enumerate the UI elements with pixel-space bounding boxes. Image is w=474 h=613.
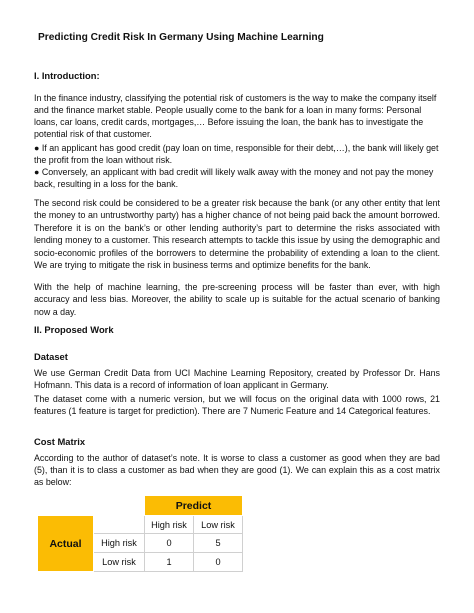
document-title: Predicting Credit Risk In Germany Using Machine Learning: [38, 32, 324, 43]
row-header-high-risk: High risk: [94, 534, 145, 553]
actual-header: Actual: [38, 516, 94, 572]
col-header-low-risk: Low risk: [194, 516, 243, 534]
row-header-low-risk: Low risk: [94, 553, 145, 572]
cost-cell-high-low: 5: [194, 534, 243, 553]
cost-matrix-blank-cell: [94, 516, 145, 534]
proposed-work-heading: II. Proposed Work: [34, 324, 114, 335]
intro-bullet-bad-credit: ● Conversely, an applicant with bad credit will likely walk away with the money and not pay the money back, resulting in a loss for the bank.: [34, 167, 434, 189]
cost-matrix-corner-cell: [38, 496, 94, 516]
dataset-paragraph-1: We use German Credit Data from UCI Machine Learning Repository, created by Professor Dr. Hans Hofmann. This data is a record of information of loan applicant in Germany.: [34, 368, 440, 390]
intro-paragraph-1: In the finance industry, classifying the potential risk of customers is the way to make the company itself and the finance market stable. People usually come to the bank for a loan in many forms: Personal loans, car loans, credit cards, mortgages,… Before issuing the loan, the bank has to investigate the potential risk of that customer.: [34, 93, 437, 139]
intro-paragraph-2: The second risk could be considered to be a greater risk because the bank (or any other entity that lent the money to an untrustworthy party) has a higher chance of not being paid back the amount borrowed. Therefore it is on the bank’s or other lending authority’s part to determine the risks associated with lending money to a customer. This research attempts to tackle this issue by using the demographic and socio-economic profiles of the borrowers to determine the probability of extending a loan to the client. We are trying to mitigate the risk in business terms and optimize benefits for the bank.: [34, 198, 440, 271]
intro-bullet-good-credit: ● If an applicant has good credit (pay loan on time, responsible for their debt,…), the bank will likely get the profit from the loan without risk.: [34, 143, 439, 165]
cost-matrix-table: [37, 495, 243, 572]
cost-cell-high-high: 0: [145, 534, 194, 553]
col-header-high-risk: High risk: [145, 516, 194, 534]
cost-cell-low-high: 1: [145, 553, 194, 572]
cost-matrix-paragraph: According to the author of dataset’s note. It is worse to class a customer as good when they are bad (5), than it is to class a customer as bad when they are good (1). We can explain this as a cost matrix as below:: [34, 453, 440, 487]
cost-matrix-corner-cell: [94, 496, 145, 516]
cost-matrix-heading: Cost Matrix: [34, 436, 86, 447]
dataset-heading: Dataset: [34, 351, 68, 362]
dataset-paragraph-2: The dataset come with a numeric version, but we will focus on the original data with 1000 rows, 21 features (1 feature is target for prediction). There are 7 Numeric Feature and 14 Categorical features.: [34, 394, 440, 416]
predict-header: Predict: [145, 496, 243, 516]
introduction-heading: I. Introduction:: [34, 70, 100, 81]
intro-paragraph-3: With the help of machine learning, the pre-screening process will be faster than ever, with high accuracy and less bias. Moreover, the ability to scale up is suitable for the actual scenario of banking now a day.: [34, 282, 440, 317]
cost-cell-low-low: 0: [194, 553, 243, 572]
